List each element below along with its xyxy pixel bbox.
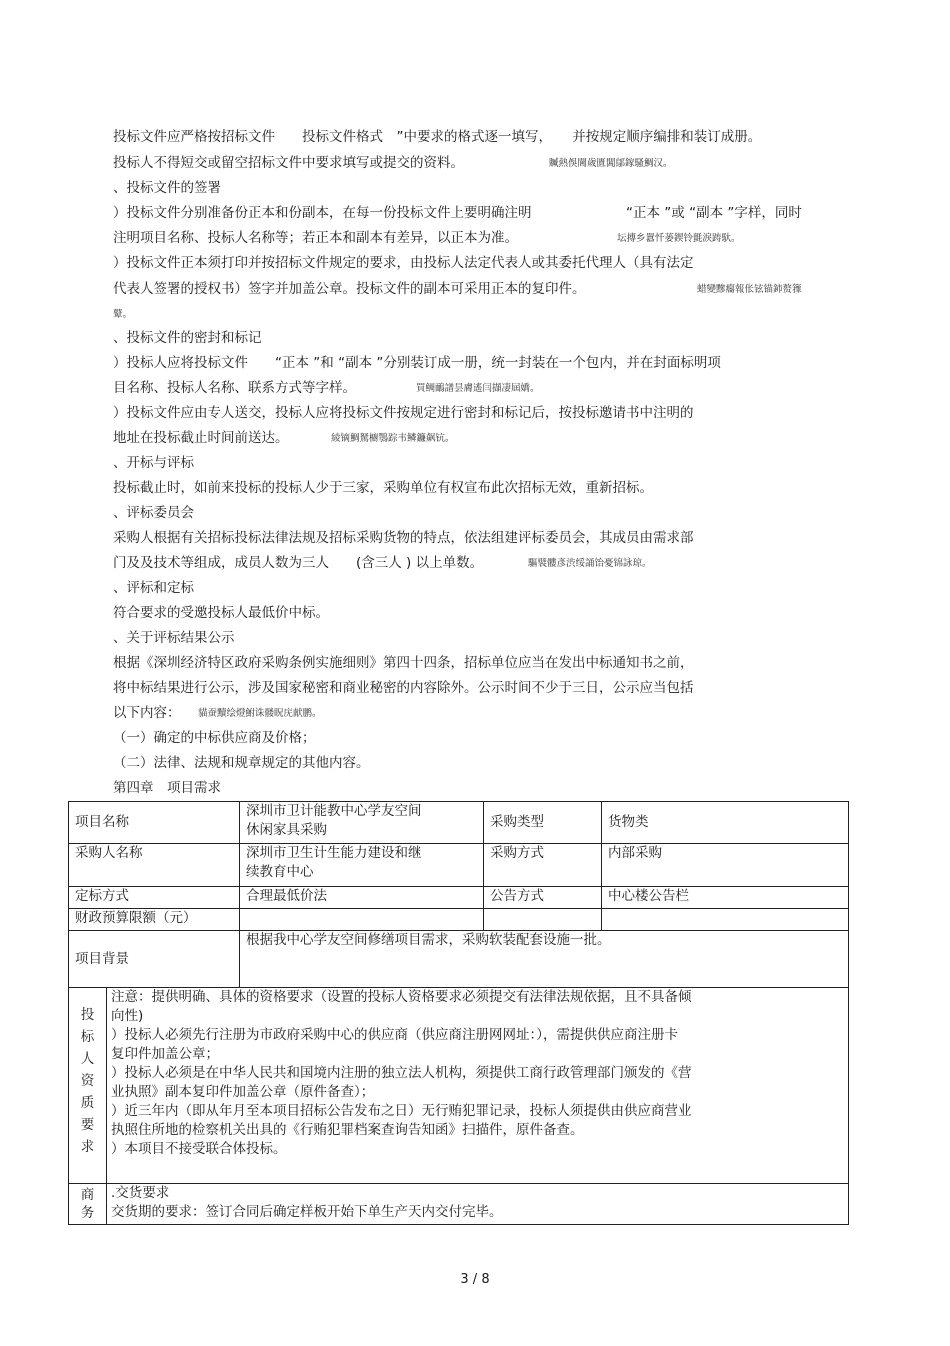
text-line: 以下内容： (113, 705, 181, 721)
text-line: 地址在投标截止时间前送达。 (113, 430, 289, 446)
purchase-type-label: 采购类型 (484, 802, 602, 844)
noise-text: 貓蚕黷绘燈鮒诛髅眖庑献鹏。 (198, 708, 322, 719)
background-label: 项目背景 (69, 931, 240, 988)
purchase-type-value: 货物类 (602, 802, 849, 844)
text-line: 目名称、投标人名称、联系方式等字样。 (113, 380, 356, 396)
award-method-value: 合理最低价法 (240, 887, 484, 909)
text-line: ）投标文件应由专人送交，投标人应将投标文件按规定进行密封和标记后，按投标邀请书中注明的 (113, 405, 694, 421)
purchaser-value: 深圳市卫生计生能力建设和继 续教育中心 (240, 844, 484, 887)
notice-method-value: 中心楼公告栏 (602, 887, 849, 909)
section-heading: 、开标与评标 (113, 455, 194, 471)
noise-text: 贓熱俁閫歲匱閶鄔鎵騷鯛汉。 (549, 158, 673, 169)
budget-extra-cell (484, 909, 602, 931)
qualification-label: 投 标 人 资 质 要 求 (69, 988, 107, 1184)
budget-extra-cell (602, 909, 849, 931)
section-heading: 、评标和定标 (113, 580, 194, 596)
chapter-heading: 第四章 项目需求 (113, 780, 221, 796)
text-line: 符合要求的受邀投标人最低价中标。 (113, 605, 329, 621)
purchase-method-value: 内部采购 (602, 844, 849, 887)
text-line: 代表人签署的授权书）签字并加盖公章。投标文件的副本可采用正本的复印件。 (113, 281, 586, 297)
section-heading: 、评标委员会 (113, 505, 194, 521)
section-heading: 、投标文件的密封和标记 (113, 330, 262, 346)
text-line: 根据《深圳经济特区政府采购条例实施细则》第四十四条，招标单位应当在发出中标通知书之前， (113, 655, 694, 671)
project-name-label: 项目名称 (69, 802, 240, 844)
noise-text: 蜡變黲癟報伥铉锚鈰赘籜 (697, 284, 802, 295)
purchase-method-label: 采购方式 (484, 844, 602, 887)
project-name-value: 深圳市卫计能教中心学友空间 休闲家具采购 (240, 802, 484, 844)
business-content: .交货要求 交货期的要求：签订合同后确定样板开始下单生产天内交付完毕。 (107, 1184, 849, 1225)
text-line: ）投标人应将投标文件 “正本 ”和 “副本 ”分别装订成一册，统一封装在一个包内，并在封面标明项 (113, 355, 721, 371)
noise-text: 坛摶乡囂忏蒌鍥铃氈淚踌馱。 (617, 233, 741, 244)
text-line: 投标截止时，如前来投标的投标人少于三家，采购单位有权宣布此次招标无效，重新招标。 (113, 480, 653, 496)
qualification-content: 注意：提供明确、具体的资格要求（设置的投标人资格要求必须提交有法律法规依据，且不具备倾 向性) ）投标人必须先行注册为市政府采购中心的供应商（供应商注册网网址：），需提供供应商注册卡 复印件加盖公章； ）投标人必须是在中华人民共和国境内注册的独立法人机构，须提供工商行政管理部门颁发的《营 业执照》副本复印件加盖公章（原件备查）； ）近三年内（即从年月至本项目招标公告发布之日）无行贿犯罪记录，投标人须提供由供应商营业 执照住所地的检察机关出具的《行贿犯罪档案查询告知函》扫描件，原件备查。 ）本项目不接受联合体投标。 (107, 988, 849, 1184)
text-line: ）投标文件分别准备份正本和份副本，在每一份投标文件上要明确注明 “正本 ”或 “副本 ”字样，同时 (113, 205, 802, 221)
text-line: 投标文件应严格按招标文件 投标文件格式 ”中要求的格式逐一填写， 并按规定顺序编排和装订成册。 (113, 129, 762, 145)
project-requirements-table (68, 801, 849, 1225)
section-heading: 、投标文件的签署 (113, 180, 221, 196)
list-item: （二）法律、法规和规章规定的其他内容。 (113, 755, 370, 771)
noise-text: 鼙。 (113, 309, 133, 320)
list-item: （一）确定的中标供应商及价格； (113, 730, 316, 746)
noise-text: 買鲷鴯譜昙膚遙闫擷凄屆嬌。 (416, 383, 540, 394)
noise-text: 綾镝鯛駑櫥鶚踪韦鳞鐮飙钪。 (331, 433, 455, 444)
purchaser-label: 采购人名称 (69, 844, 240, 887)
section-heading: 、关于评标结果公示 (113, 630, 235, 646)
noise-text: 驅襞髏彥渋绥誦饴憂锦詠琼。 (528, 558, 652, 569)
text-line: 采购人根据有关招标投标法律法规及招标采购货物的特点，依法组建评标委员会，其成员由需求部 (113, 530, 694, 546)
award-method-label: 定标方式 (69, 887, 240, 909)
text-line: 注明项目名称、投标人名称等；若正本和副本有差异，以正本为准。 (113, 230, 518, 246)
text-line: 投标人不得短交或留空招标文件中要求填写或提交的资料。 (113, 155, 464, 171)
text-line: 将中标结果进行公示，涉及国家秘密和商业秘密的内容除外。公示时间不少于三日，公示应当包括 (113, 680, 694, 696)
notice-method-label: 公告方式 (484, 887, 602, 909)
budget-value (240, 909, 484, 931)
business-label: 商 务 (69, 1184, 107, 1225)
budget-label: 财政预算限额（元） (69, 909, 240, 931)
background-value: 根据我中心学友空间修缮项目需求，采购软装配套设施一批。 (240, 931, 849, 988)
text-line: ）投标文件正本须打印并按招标文件规定的要求，由投标人法定代表人或其委托代理人（具有法定 (113, 255, 694, 271)
text-line: 门及及技术等组成，成员人数为三人 (含三人 ) 以上单数。 (113, 555, 484, 571)
page-number: 3 / 8 (460, 1272, 490, 1287)
